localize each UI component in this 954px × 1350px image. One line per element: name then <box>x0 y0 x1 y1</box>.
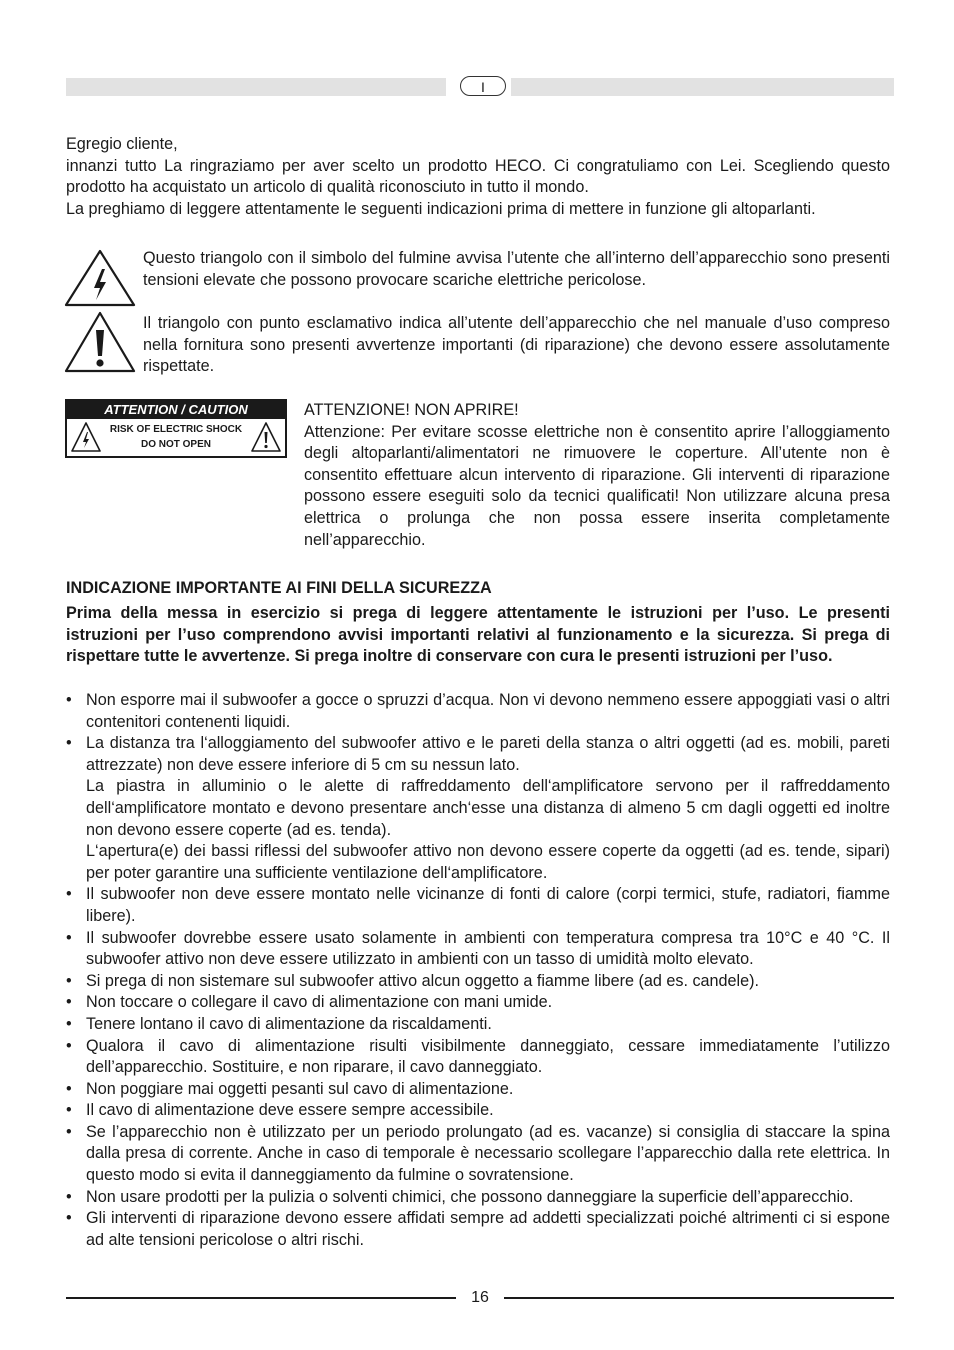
caution-label <box>65 399 287 458</box>
language-badge: I <box>460 76 506 96</box>
list-item <box>66 928 890 971</box>
list-item-text: Si prega di non sistemare sul subwoofer attivo alcun oggetto a fiamme libere (ad es. candele). <box>86 971 760 990</box>
caution-heading: ATTENTION / CAUTION <box>67 401 285 419</box>
list-item-text: La distanza tra l‘alloggiamento del subwoofer attivo e le pareti della stanza o altri oggetti (ad es. mobili, pareti attrezzate) non deve essere inferiore di 5 cm su nessun lato. <box>86 734 890 774</box>
bullet-marker: • <box>66 691 72 709</box>
list-item <box>66 1014 890 1036</box>
exclamation-warning-icon <box>64 310 136 374</box>
list-item-text: Non esporre mai il subwoofer a gocce o spruzzi d’acqua. Non vi devono nemmeno essere appoggiati vasi o altri contenitori contenenti liquidi. <box>86 691 890 731</box>
intro-paragraph-2: La preghiamo di leggere attentamente le seguenti indicazioni prima di mettere in funzione gli altoparlanti. <box>66 199 816 218</box>
safety-intro: Prima della messa in esercizio si prega di leggere attentamente le istruzioni per l’uso. Le presenti istruzioni per l’uso comprendono avvisi importanti relativi al funzionamento e la sicurezza. Si prega di rispettare tutte le avvertenze. Si prega inoltre di conservare con cura le presenti istruzioni per l’uso. <box>66 604 890 666</box>
list-item <box>66 992 890 1014</box>
bullet-marker: • <box>66 1187 72 1206</box>
list-item-text: Qualora il cavo di alimentazione risulti visibilmente danneggiato, cessare immediatamente l’utilizzo dell’apparecchio. Sostituire, e non riparare, il cavo danneggiato. <box>86 1036 890 1077</box>
safety-bullet-list <box>66 690 890 1251</box>
salutation: Egregio cliente, <box>66 135 178 153</box>
list-item-text: Se l’apparecchio non è utilizzato per un periodo prolungato (ad es. vacanze) si consiglia di staccare la spina dalla presa di corrente. Anche in caso di temporale è necessario scollegare l’apparecchio dalla rete elettrica. In questo modo si evita il danneggiamento da fulmine o sovratensione. <box>86 1122 890 1185</box>
intro-section <box>66 134 890 220</box>
footer-rule-right <box>504 1297 894 1299</box>
list-item <box>66 884 890 927</box>
list-item-text: Il subwoofer dovrebbe essere usato solamente in ambienti con temperatura compresa tra 10°C e 40 °C. Il subwoofer attivo non deve essere utilizzato in ambienti con un tasso di umidità molto elevato. <box>86 928 890 969</box>
bullet-marker: • <box>66 971 72 990</box>
list-item <box>66 1208 890 1251</box>
exclamation-warning-text: Il triangolo con punto esclamativo indica all’utente dell’apparecchio che nel manuale d’uso compreso nella fornitura sono presenti avvertenze importanti (di riparazione) che devono essere assolutamente rispettate. <box>143 314 890 376</box>
header-band-right <box>511 78 894 96</box>
lightning-warning-icon <box>64 248 136 308</box>
attention-body: Attenzione: Per evitare scosse elettriche non è consentito aprire l’alloggiamento degli altoparlanti/alimentatori ne rimuovere le coperture. All’utente non è consentito effettuare alcun intervento di riparazione. Gli interventi di riparazione possono essere eseguiti solo da tecnici qualificati! Non utilizzare alcuna presa elettrica o prolunga che non possa essere inserita completamente nell’apparecchio. <box>304 422 890 549</box>
intro-paragraph-1: innanzi tutto La ringraziamo per aver scelto un prodotto HECO. Ci congratuliamo con Lei. Scegliendo questo prodotto ha acquistato un articolo di qualità riconosciuto in tutto il mondo. <box>66 156 890 197</box>
lightning-warning-text: Questo triangolo con il simbolo del fulmine avvisa l’utente che all’interno dell’apparecchio sono presenti tensioni elevate che possono provocare scariche elettriche pericolose. <box>143 249 890 289</box>
caution-lightning-icon <box>71 421 101 453</box>
list-item-text: Non usare prodotti per la pulizia o solventi chimici, che possono danneggiare la superficie dell’apparecchio. <box>86 1187 854 1206</box>
attention-section <box>304 400 890 551</box>
list-item-text: Il cavo di alimentazione deve essere sempre accessibile. <box>86 1101 494 1120</box>
bullet-marker: • <box>66 928 72 947</box>
caution-line-1: RISK OF ELECTRIC SHOCK <box>109 424 243 435</box>
safety-title: INDICAZIONE IMPORTANTE AI FINI DELLA SICUREZZA <box>66 579 492 597</box>
bullet-marker: • <box>66 1122 72 1141</box>
list-item-text: La piastra in alluminio o le alette di raffreddamento dell‘amplificatore servono per il raffreddamento dell‘amplificatore montato e devono presentare anch‘esse una distanza di almeno 5 cm dagli oggetti ed inoltre non devono essere coperte (ad es. tenda). <box>86 777 890 839</box>
caution-line-2: DO NOT OPEN <box>140 439 211 450</box>
list-item-text: Gli interventi di riparazione devono essere affidati sempre ad addetti specializzati poiché altrimenti ci si espone ad alte tensioni pericolose o altri rischi. <box>86 1209 890 1249</box>
list-item <box>66 690 890 733</box>
bullet-marker: • <box>66 1209 72 1228</box>
list-item-text: Non poggiare mai oggetti pesanti sul cavo di alimentazione. <box>86 1079 514 1098</box>
bullet-marker: • <box>66 1036 72 1055</box>
bullet-marker: • <box>66 1014 72 1033</box>
list-item-text: Il subwoofer non deve essere montato nelle vicinanze di fonti di calore (corpi termici, stufe, radiatori, fiamme libere). <box>86 885 890 925</box>
list-item <box>66 1100 890 1122</box>
bullet-marker: • <box>66 1101 72 1120</box>
list-item <box>66 1079 890 1101</box>
attention-title: ATTENZIONE! NON APRIRE! <box>304 401 519 419</box>
list-item-text: Non toccare o collegare il cavo di alimentazione con mani umide. <box>86 993 553 1012</box>
list-item <box>66 1187 890 1209</box>
list-item-text: Tenere lontano il cavo di alimentazione da riscaldamenti. <box>86 1014 492 1033</box>
bullet-marker: • <box>66 734 72 753</box>
list-item <box>66 733 890 884</box>
bullet-marker: • <box>66 993 72 1012</box>
list-item <box>66 1036 890 1079</box>
footer-rule-left <box>66 1297 456 1299</box>
list-item <box>66 1122 890 1187</box>
bullet-marker: • <box>66 885 72 904</box>
list-item-text: L‘apertura(e) dei bassi riflessi del subwoofer attivo non devono essere coperte da oggetti (ad es. tende, sipari) per poter garantire una sufficiente ventilazione dell‘amplificatore. <box>86 842 890 882</box>
bullet-marker: • <box>66 1079 72 1098</box>
header-band-left <box>66 78 446 96</box>
page-number: 16 <box>471 1289 489 1306</box>
list-item <box>66 971 890 993</box>
caution-exclamation-icon <box>251 421 281 453</box>
